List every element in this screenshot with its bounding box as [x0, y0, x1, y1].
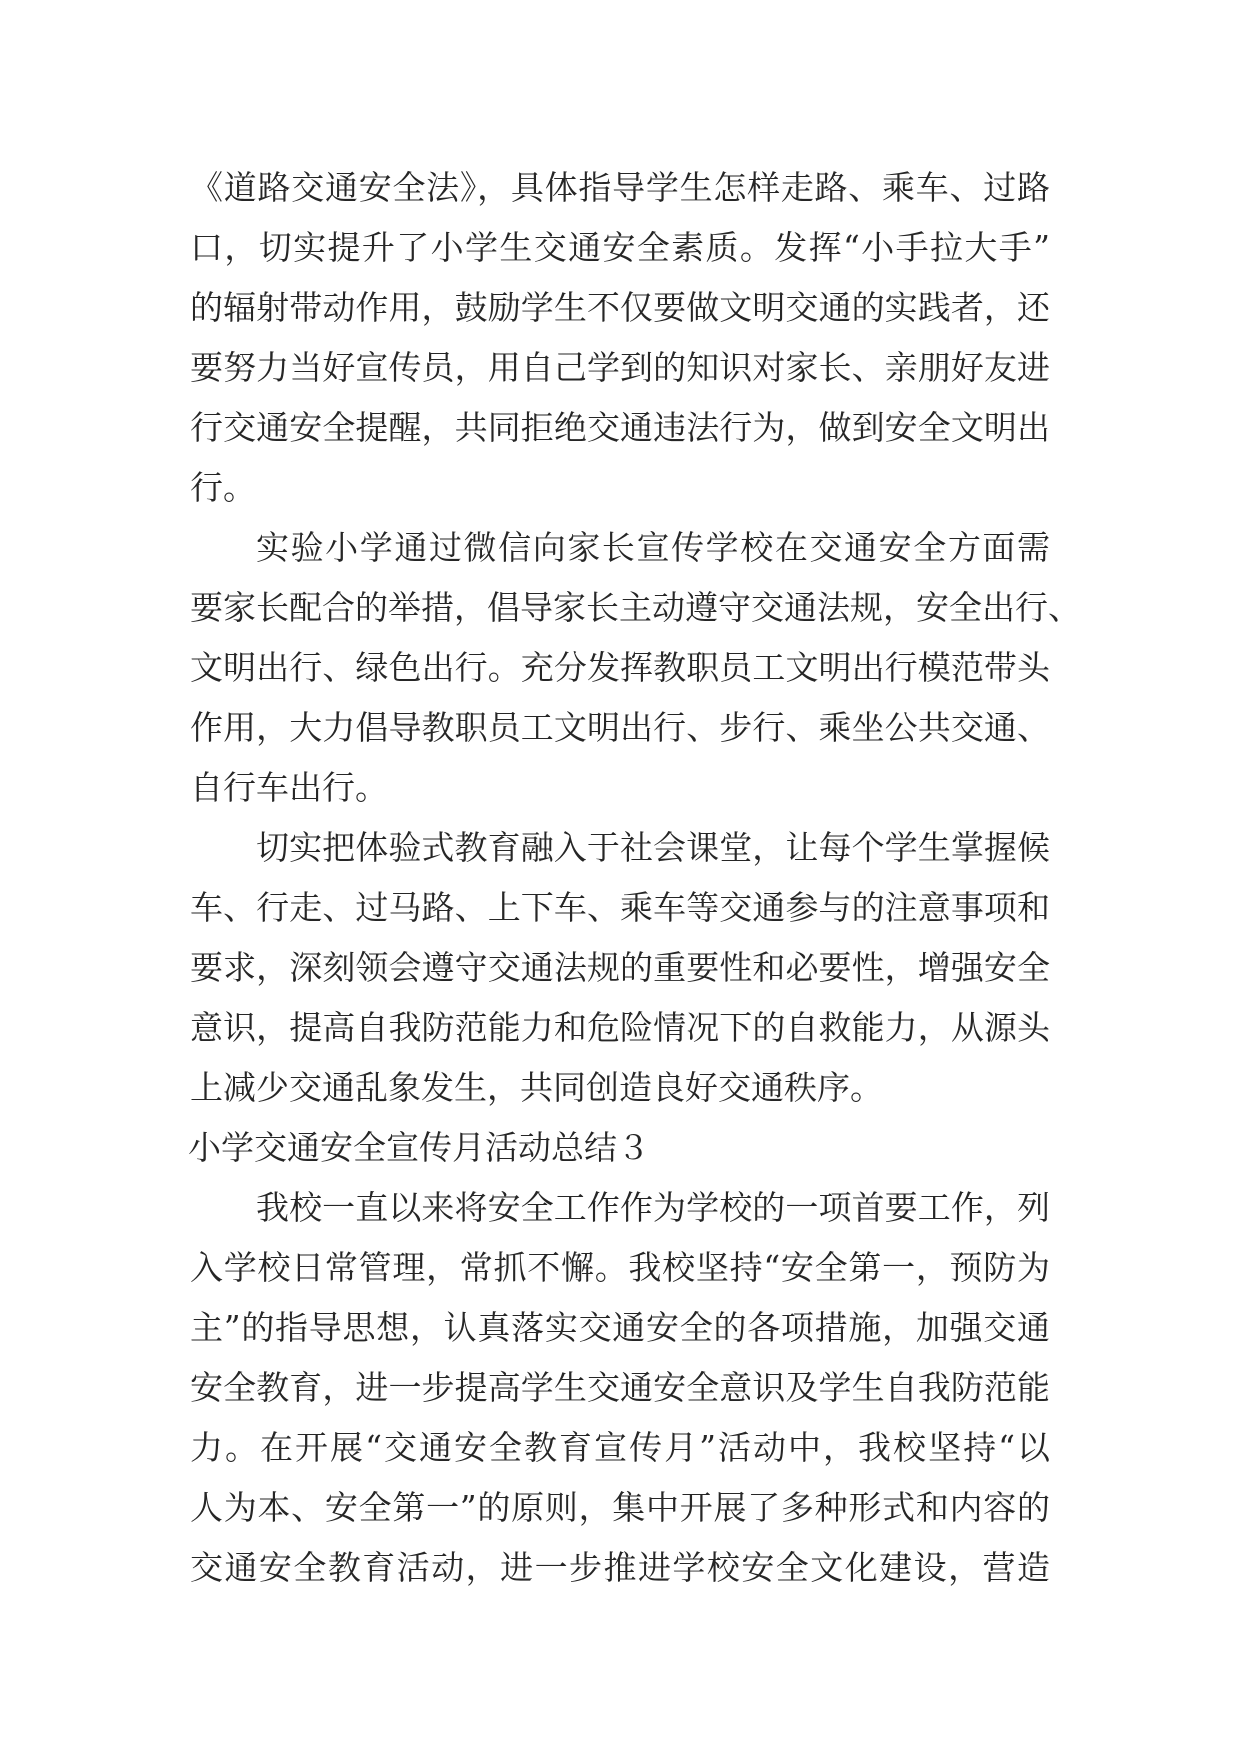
- paragraph-line: 主”的指导思想，认真落实交通安全的各项措施，加强交通: [190, 1308, 1050, 1347]
- paragraph-line: 我校一直以来将安全工作作为学校的一项首要工作，列: [256, 1188, 1050, 1227]
- paragraph-line: 行交通安全提醒，共同拒绝交通违法行为，做到安全文明出: [190, 408, 1050, 447]
- paragraph-line: 切实把体验式教育融入于社会课堂，让每个学生掌握候: [256, 828, 1050, 867]
- paragraph-line: 人为本、安全第一”的原则，集中开展了多种形式和内容的: [190, 1488, 1050, 1527]
- paragraph-line: 实验小学通过微信向家长宣传学校在交通安全方面需: [256, 528, 1050, 567]
- paragraph-line: 文明出行、绿色出行。充分发挥教职员工文明出行模范带头: [190, 648, 1050, 687]
- paragraph-4: [190, 1178, 1050, 1598]
- paragraph-line: 口，切实提升了小学生交通安全素质。发挥“小手拉大手”: [190, 228, 1050, 267]
- document-body: [188, 158, 1081, 1598]
- paragraph-2: [190, 518, 1081, 818]
- section-heading: 小学交通安全宣传月活动总结３: [188, 1128, 650, 1167]
- paragraph-1: [190, 158, 1050, 518]
- paragraph-line: 要家长配合的举措，倡导家长主动遵守交通法规，安全出行、: [190, 588, 1081, 627]
- paragraph-line: 的辐射带动作用，鼓励学生不仅要做文明交通的实践者，还: [190, 288, 1050, 327]
- paragraph-line: 力。在开展“交通安全教育宣传月”活动中，我校坚持“以: [190, 1428, 1050, 1467]
- paragraph-3: [190, 818, 1050, 1118]
- paragraph-line: 作用，大力倡导教职员工文明出行、步行、乘坐公共交通、: [190, 708, 1050, 747]
- paragraph-line: 意识，提高自我防范能力和危险情况下的自救能力，从源头: [190, 1008, 1050, 1047]
- paragraph-line: 要努力当好宣传员，用自己学到的知识对家长、亲朋好友进: [190, 348, 1050, 387]
- paragraph-line: 入学校日常管理，常抓不懈。我校坚持“安全第一，预防为: [190, 1248, 1050, 1287]
- paragraph-line: 交通安全教育活动，进一步推进学校安全文化建设，营造: [190, 1548, 1050, 1587]
- paragraph-line: 《道路交通安全法》，具体指导学生怎样走路、乘车、过路: [190, 168, 1050, 207]
- paragraph-line: 安全教育，进一步提高学生交通安全意识及学生自我防范能: [190, 1368, 1050, 1407]
- paragraph-line: 要求，深刻领会遵守交通法规的重要性和必要性，增强安全: [190, 948, 1050, 987]
- paragraph-line: 上减少交通乱象发生，共同创造良好交通秩序。: [190, 1068, 883, 1107]
- paragraph-line: 车、行走、过马路、上下车、乘车等交通参与的注意事项和: [190, 888, 1050, 927]
- paragraph-line: 行。: [190, 468, 256, 507]
- paragraph-line: 自行车出行。: [190, 768, 388, 807]
